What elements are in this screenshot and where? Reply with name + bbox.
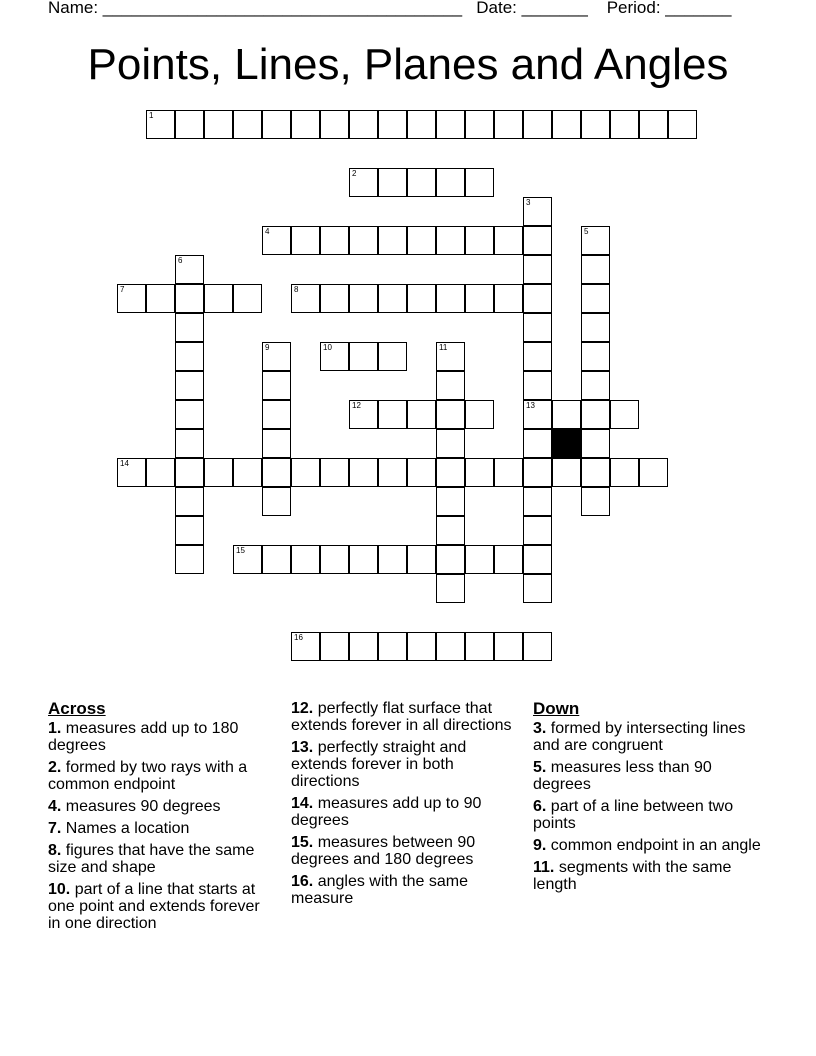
- clue-across: [291, 873, 523, 907]
- grid-cell[interactable]: [523, 284, 552, 313]
- clue-number: 14: [120, 459, 129, 468]
- grid-cell[interactable]: [320, 110, 349, 139]
- grid-cell[interactable]: [320, 226, 349, 255]
- grid-cell[interactable]: [523, 342, 552, 371]
- down-heading: Down: [533, 699, 580, 718]
- clue-across: [48, 759, 270, 793]
- grid-cell[interactable]: [204, 284, 233, 313]
- clue-text: formed by intersecting lines and are congruent: [533, 720, 746, 754]
- grid-cell[interactable]: [378, 110, 407, 139]
- grid-cell[interactable]: [117, 458, 146, 487]
- grid-cell[interactable]: [610, 458, 639, 487]
- grid-cell[interactable]: [436, 429, 465, 458]
- grid-cell[interactable]: [581, 313, 610, 342]
- clue-number: 15: [236, 546, 245, 555]
- grid-cell[interactable]: [465, 226, 494, 255]
- clue-across: [291, 700, 523, 734]
- clue-number-label: 8.: [48, 842, 62, 859]
- clue-number: 3: [526, 198, 531, 207]
- header-fields: [48, 0, 731, 18]
- grid-cell[interactable]: [175, 487, 204, 516]
- clue-number-label: 12.: [291, 700, 314, 717]
- period-field[interactable]: Period: _______: [606, 0, 732, 17]
- grid-cell[interactable]: [320, 284, 349, 313]
- clues-column-2: [291, 700, 523, 912]
- clue-number-label: 5.: [533, 759, 547, 776]
- grid-cell[interactable]: [320, 458, 349, 487]
- clue-across: [48, 820, 270, 837]
- clue-text: Names a location: [65, 820, 190, 837]
- clue-number-label: 2.: [48, 759, 62, 776]
- grid-cell[interactable]: [523, 632, 552, 661]
- clue-number-label: 10.: [48, 881, 71, 898]
- grid-cell[interactable]: [233, 545, 262, 574]
- grid-cell[interactable]: [262, 342, 291, 371]
- grid-cell[interactable]: [233, 458, 262, 487]
- clue-across: [48, 881, 270, 932]
- clue-text: angles with the same measure: [291, 873, 469, 907]
- clue-number-label: 6.: [533, 798, 547, 815]
- grid-cell[interactable]: [407, 545, 436, 574]
- clues-column-3: [533, 700, 765, 898]
- clue-number: 6: [178, 256, 183, 265]
- clue-text: segments with the same length: [533, 859, 732, 893]
- grid-cell[interactable]: [523, 458, 552, 487]
- clue-text: part of a line that starts at one point and extends forever in one direction: [48, 881, 260, 932]
- grid-cell[interactable]: [436, 574, 465, 603]
- grid-cell[interactable]: [349, 168, 378, 197]
- clue-down: [533, 859, 765, 893]
- clue-text: measures less than 90 degrees: [533, 759, 712, 793]
- grid-cell[interactable]: [581, 458, 610, 487]
- clue-down: [533, 798, 765, 832]
- clue-across: [48, 798, 270, 815]
- grid-cell[interactable]: [581, 429, 610, 458]
- grid-cell[interactable]: [523, 400, 552, 429]
- grid-cell[interactable]: [436, 110, 465, 139]
- clue-across: [291, 795, 523, 829]
- clue-number: 9: [265, 343, 270, 352]
- grid-cell[interactable]: [523, 226, 552, 255]
- grid-cell[interactable]: [262, 487, 291, 516]
- grid-cell[interactable]: [117, 284, 146, 313]
- grid-cell[interactable]: [436, 342, 465, 371]
- grid-cell[interactable]: [175, 516, 204, 545]
- grid-cell[interactable]: [349, 226, 378, 255]
- clue-text: measures add up to 180 degrees: [48, 720, 239, 754]
- grid-cell[interactable]: [378, 632, 407, 661]
- grid-cell[interactable]: [291, 458, 320, 487]
- clue-text: part of a line between two points: [533, 798, 734, 832]
- grid-cell[interactable]: [494, 226, 523, 255]
- clue-number-label: 16.: [291, 873, 314, 890]
- grid-cell[interactable]: [175, 371, 204, 400]
- grid-cell[interactable]: [494, 458, 523, 487]
- grid-cell[interactable]: [175, 545, 204, 574]
- grid-cell[interactable]: [262, 429, 291, 458]
- grid-cell[interactable]: [436, 458, 465, 487]
- clue-number-label: 9.: [533, 837, 547, 854]
- grid-cell[interactable]: [407, 168, 436, 197]
- grid-cell[interactable]: [349, 458, 378, 487]
- grid-cell[interactable]: [581, 284, 610, 313]
- grid-cell[interactable]: [581, 487, 610, 516]
- grid-cell[interactable]: [581, 342, 610, 371]
- grid-cell[interactable]: [349, 545, 378, 574]
- grid-cell[interactable]: [175, 458, 204, 487]
- clue-number-label: 13.: [291, 739, 314, 756]
- grid-cell[interactable]: [494, 284, 523, 313]
- grid-cell[interactable]: [378, 168, 407, 197]
- clue-number-label: 11.: [533, 859, 555, 876]
- grid-cell[interactable]: [407, 110, 436, 139]
- clue-number: 1: [149, 111, 154, 120]
- grid-cell[interactable]: [291, 632, 320, 661]
- clue-number: 5: [584, 227, 589, 236]
- clue-across: [48, 720, 270, 754]
- across-heading: Across: [48, 699, 106, 718]
- grid-cell[interactable]: [146, 284, 175, 313]
- grid-cell[interactable]: [378, 226, 407, 255]
- date-field[interactable]: Date: _______: [476, 0, 588, 17]
- grid-cell[interactable]: [610, 110, 639, 139]
- grid-cell[interactable]: [349, 284, 378, 313]
- grid-cell[interactable]: [175, 429, 204, 458]
- grid-cell[interactable]: [639, 110, 668, 139]
- grid-cell[interactable]: [407, 284, 436, 313]
- grid-cell[interactable]: [465, 458, 494, 487]
- grid-cell[interactable]: [581, 226, 610, 255]
- grid-cell[interactable]: [378, 458, 407, 487]
- grid-cell[interactable]: [494, 632, 523, 661]
- clue-number: 2: [352, 169, 357, 178]
- grid-cell[interactable]: [407, 458, 436, 487]
- clue-text: measures 90 degrees: [65, 798, 221, 815]
- clue-number: 4: [265, 227, 270, 236]
- grid-cell[interactable]: [639, 458, 668, 487]
- clue-across: [291, 739, 523, 790]
- clue-text: measures between 90 degrees and 180 degrees: [291, 834, 476, 868]
- grid-cell[interactable]: [291, 226, 320, 255]
- grid-cell[interactable]: [523, 313, 552, 342]
- grid-cell[interactable]: [581, 255, 610, 284]
- grid-cell[interactable]: [552, 400, 581, 429]
- clue-text: perfectly flat surface that extends forever in all directions: [291, 700, 512, 734]
- grid-cell[interactable]: [320, 342, 349, 371]
- grid-cell[interactable]: [262, 458, 291, 487]
- grid-cell[interactable]: [291, 284, 320, 313]
- grid-cell[interactable]: [175, 284, 204, 313]
- clue-down: [533, 759, 765, 793]
- grid-cell[interactable]: [407, 632, 436, 661]
- grid-cell[interactable]: [146, 110, 175, 139]
- grid-cell[interactable]: [407, 226, 436, 255]
- grid-cell[interactable]: [494, 545, 523, 574]
- grid-cell[interactable]: [436, 371, 465, 400]
- grid-cell[interactable]: [204, 110, 233, 139]
- clue-text: figures that have the same size and shape: [48, 842, 255, 876]
- grid-cell[interactable]: [320, 632, 349, 661]
- clue-number: 13: [526, 401, 535, 410]
- grid-cell[interactable]: [523, 255, 552, 284]
- clue-number-label: 1.: [48, 720, 62, 737]
- grid-cell[interactable]: [552, 110, 581, 139]
- grid-cell[interactable]: [523, 545, 552, 574]
- grid-cell[interactable]: [349, 400, 378, 429]
- grid-cell[interactable]: [233, 284, 262, 313]
- clue-number-label: 4.: [48, 798, 62, 815]
- clue-across: [291, 834, 523, 868]
- grid-cell[interactable]: [146, 458, 175, 487]
- grid-cell[interactable]: [523, 371, 552, 400]
- clue-number-label: 7.: [48, 820, 62, 837]
- black-cell: [552, 429, 581, 458]
- clue-number: 12: [352, 401, 361, 410]
- grid-cell[interactable]: [378, 400, 407, 429]
- clue-across: [48, 842, 270, 876]
- grid-cell[interactable]: [465, 168, 494, 197]
- grid-cell[interactable]: [436, 516, 465, 545]
- grid-cell[interactable]: [436, 226, 465, 255]
- grid-cell[interactable]: [494, 110, 523, 139]
- grid-cell[interactable]: [581, 371, 610, 400]
- grid-cell[interactable]: [552, 458, 581, 487]
- grid-cell[interactable]: [436, 632, 465, 661]
- clue-number-label: 15.: [291, 834, 314, 851]
- page-title: Points, Lines, Planes and Angles: [87, 40, 729, 89]
- grid-cell[interactable]: [291, 110, 320, 139]
- clue-text: formed by two rays with a common endpoint: [48, 759, 248, 793]
- grid-cell[interactable]: [262, 545, 291, 574]
- grid-cell[interactable]: [262, 226, 291, 255]
- clue-number: 10: [323, 343, 332, 352]
- grid-cell[interactable]: [262, 110, 291, 139]
- clue-text: perfectly straight and extends forever in both directions: [291, 739, 467, 790]
- grid-cell[interactable]: [668, 110, 697, 139]
- clue-text: common endpoint in an angle: [550, 837, 761, 854]
- grid-cell[interactable]: [175, 110, 204, 139]
- grid-cell[interactable]: [378, 342, 407, 371]
- grid-cell[interactable]: [262, 400, 291, 429]
- grid-cell[interactable]: [436, 400, 465, 429]
- grid-cell[interactable]: [349, 342, 378, 371]
- clues-column-1: [48, 700, 270, 937]
- grid-cell[interactable]: [581, 400, 610, 429]
- grid-cell[interactable]: [523, 197, 552, 226]
- grid-cell[interactable]: [523, 574, 552, 603]
- clue-number-label: 14.: [291, 795, 314, 812]
- grid-cell[interactable]: [291, 545, 320, 574]
- grid-cell[interactable]: [523, 516, 552, 545]
- grid-cell[interactable]: [465, 284, 494, 313]
- grid-cell[interactable]: [349, 632, 378, 661]
- grid-cell[interactable]: [436, 168, 465, 197]
- grid-cell[interactable]: [349, 110, 378, 139]
- grid-cell[interactable]: [523, 429, 552, 458]
- clue-number: 8: [294, 285, 299, 294]
- grid-cell[interactable]: [175, 313, 204, 342]
- grid-cell[interactable]: [175, 400, 204, 429]
- grid-cell[interactable]: [523, 110, 552, 139]
- grid-cell[interactable]: [523, 487, 552, 516]
- grid-cell[interactable]: [378, 545, 407, 574]
- grid-cell[interactable]: [233, 110, 262, 139]
- grid-cell[interactable]: [436, 545, 465, 574]
- clue-number: 16: [294, 633, 303, 642]
- clue-down: [533, 837, 765, 854]
- grid-cell[interactable]: [175, 342, 204, 371]
- grid-cell[interactable]: [175, 255, 204, 284]
- grid-cell[interactable]: [465, 400, 494, 429]
- grid-cell[interactable]: [262, 371, 291, 400]
- grid-cell[interactable]: [465, 110, 494, 139]
- grid-cell[interactable]: [465, 545, 494, 574]
- clue-number: 11: [439, 343, 448, 352]
- grid-cell[interactable]: [436, 284, 465, 313]
- grid-cell[interactable]: [204, 458, 233, 487]
- grid-cell[interactable]: [378, 284, 407, 313]
- grid-cell[interactable]: [581, 110, 610, 139]
- grid-cell[interactable]: [407, 400, 436, 429]
- grid-cell[interactable]: [320, 545, 349, 574]
- clue-number: 7: [120, 285, 125, 294]
- clue-down: [533, 720, 765, 754]
- clue-text: measures add up to 90 degrees: [291, 795, 482, 829]
- grid-cell[interactable]: [436, 487, 465, 516]
- name-field[interactable]: Name: ______________________________________: [48, 0, 463, 17]
- grid-cell[interactable]: [610, 400, 639, 429]
- clue-number-label: 3.: [533, 720, 547, 737]
- grid-cell[interactable]: [465, 632, 494, 661]
